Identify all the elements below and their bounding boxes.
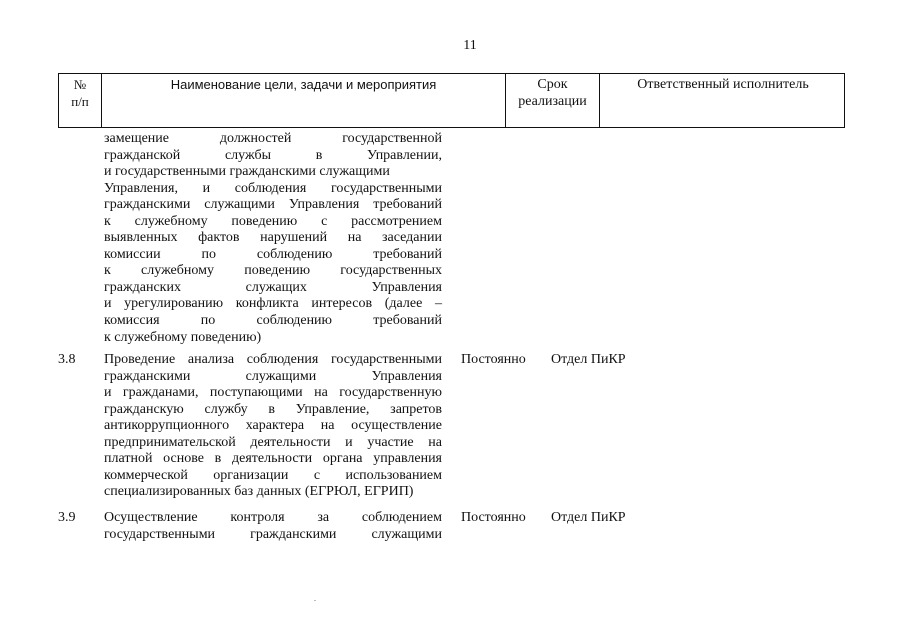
text-line: предпринимательской деятельности и участие на [104,434,442,450]
scan-speck [314,600,316,601]
text-line: гражданскими служащими Управления [104,368,442,384]
text-line: специализированных баз данных (ЕГРЮЛ, ЕГРИП) [104,484,414,500]
header-name [102,74,506,127]
row-number: 3.8 [58,352,76,367]
text-line: государственными гражданскими служащими [104,526,442,542]
text-line: Осуществление контроля за соблюдением [104,510,442,525]
text-line: гражданскую службу в Управление, запретов [104,401,442,417]
text-line: к служебному поведению государственных [104,263,442,279]
text-line: Управления, и соблюдения государственными [104,180,442,196]
text-line: замещение должностей государственной [104,131,442,146]
row-responsible: Отдел ПиКР [551,352,626,367]
row-term: Постоянно [461,352,526,367]
text-line: и урегулированию конфликта интересов (далее – [104,296,442,312]
text-line: Проведение анализа соблюдения государственными [104,352,442,367]
text-line: и гражданами, поступающими на государственную [104,385,442,401]
header-responsible-label: Ответственный исполнитель [637,77,809,92]
text-line: выявленных фактов нарушений на заседании [104,230,442,246]
text-line: гражданских служащих Управления [104,279,442,295]
text-line: комиссия по соблюдению требований [104,313,442,329]
text-line: коммерческой организации с использованием [104,467,442,483]
header-responsible [600,74,846,127]
row-text [104,352,442,501]
text-line: к служебному поведению с рассмотрением [104,213,442,229]
row-text [104,510,442,543]
header-num [59,74,102,127]
header-num-label: № п/п [71,77,89,109]
table-header [58,73,845,128]
header-term-label: Срок реализации [518,77,587,109]
text-line: к служебному поведению) [104,329,262,345]
header-name-label: Наименование цели, задачи и мероприятия [170,77,437,92]
header-term [506,74,600,127]
text-line: и государственными гражданскими служащими [104,164,390,180]
row-number: 3.9 [58,510,76,525]
text-line: платной основе в деятельности органа управления [104,451,442,467]
row-term: Постоянно [461,510,526,525]
row-responsible: Отдел ПиКР [551,510,626,525]
text-line: гражданской службы в Управлении, [104,147,442,163]
text-line: комиссии по соблюдению требований [104,246,442,262]
continuation-text [104,131,442,346]
page-number: 11 [463,38,477,53]
text-line: антикоррупционного характера на осуществление [104,418,442,434]
text-line: гражданскими служащими Управления требований [104,197,442,213]
